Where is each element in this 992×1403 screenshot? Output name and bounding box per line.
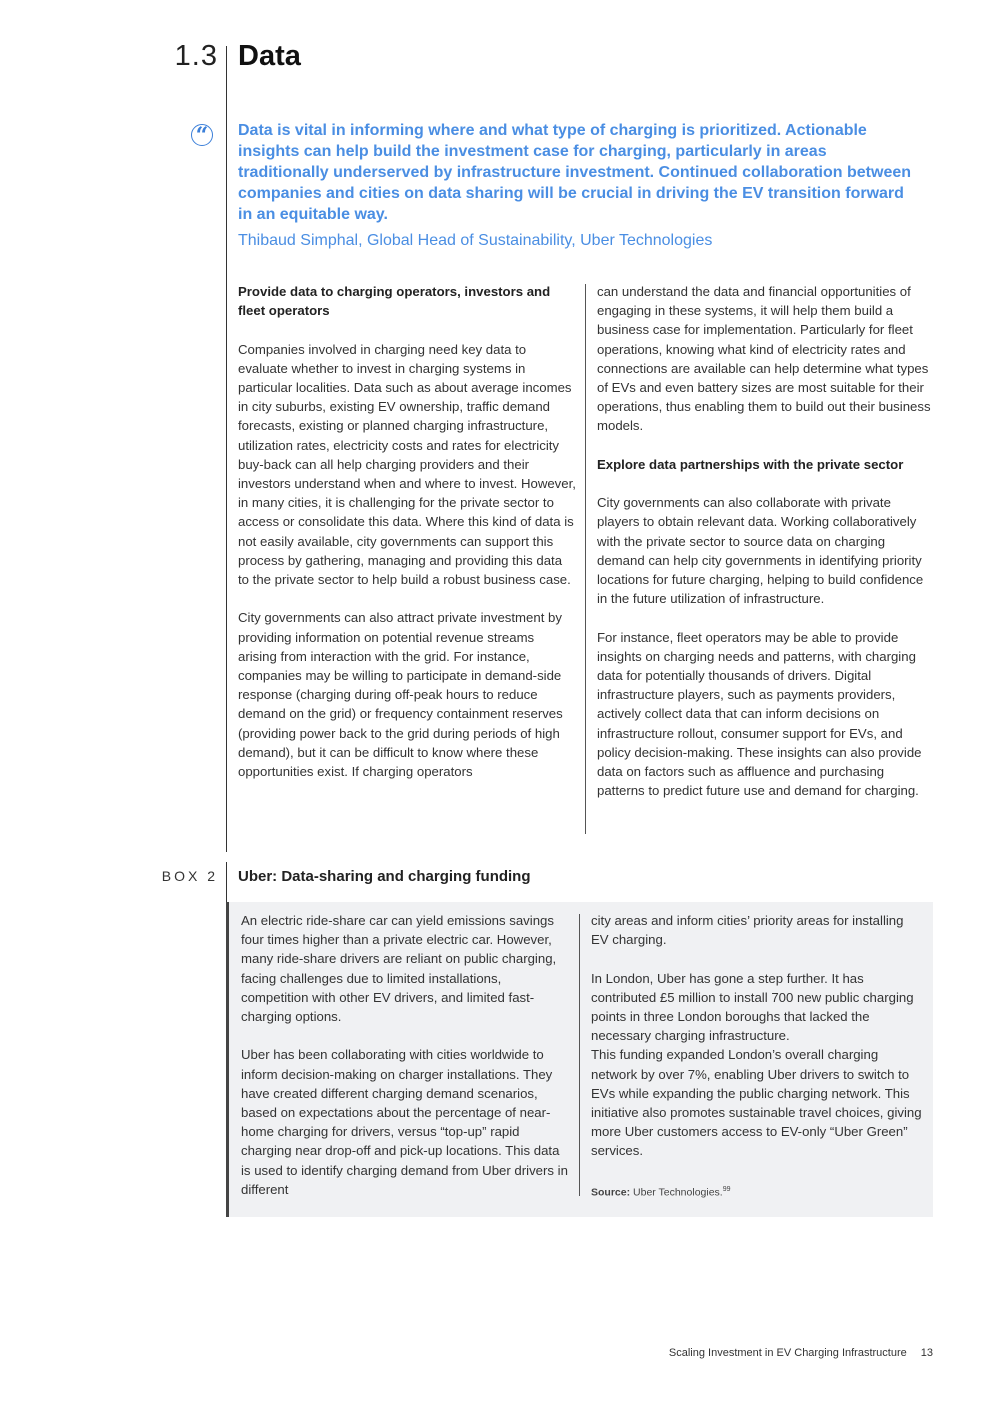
paragraph: City governments can also collaborate with private players to obtain relevant data. Working collaboratively with the private sector to source data on charging demand can help city governments in identifying priority locations for future charging, helping to build confidence in the future utilization of infrastructure.: [597, 495, 924, 607]
paragraph: can understand the data and financial opportunities of engaging in these systems, it will help them build a business case for implementation. Particularly for fleet operations, knowing what kind of electricity rates and connections are available can help determine what types of EVs and even battery sizes are most suitable for their operations, thus enabling them to build out their business models.: [597, 284, 931, 434]
section-rule: [226, 46, 227, 852]
paragraph: city areas and inform cities’ priority areas for installing EV charging.: [591, 913, 904, 948]
paragraph: Uber has been collaborating with cities worldwide to inform decision-making on charger installations. They have created different charging demand scenarios, based on expectations about the percentage of near-home charging for drivers, versus “top-up” rapid charging near drop-off and pick-up locations. This data is used to identify charging demand from Uber drivers in different: [241, 1047, 568, 1197]
box-column-left: [241, 911, 571, 1218]
column-divider: [585, 284, 586, 834]
body-column-right: [597, 282, 935, 820]
box-title: Uber: Data-sharing and charging funding: [238, 868, 531, 885]
source-text: Uber Technologies.: [633, 1186, 723, 1199]
box-column-divider: [579, 914, 580, 1196]
page-number: 13: [920, 1347, 933, 1359]
paragraph: This funding expanded London’s overall charging network by over 7%, enabling Uber drivers to switch to EVs while expanding the public charging network. This initiative also promotes sustainable travel choices, giving more Uber customers access to EV-only “Uber Green” services.: [591, 1047, 922, 1159]
box-rule: [226, 862, 227, 902]
paragraph: City governments can also attract private investment by providing information on potential revenue streams arising from interaction with the grid. For instance, companies may be willing to participate in demand-side response (charging during off-peak hours to reduce demand on the grid) or frequency containment reserves (providing power back to the grid during periods of high demand), but it can be difficult to know where these opportunities exist. If charging operators: [238, 610, 563, 780]
source-label: Source:: [591, 1186, 631, 1199]
paragraph: Companies involved in charging need key data to evaluate whether to invest in charging systems in particular localities. Data such as about average incomes in city suburbs, existing EV ownership, traffic demand forecasts, existing or planned charging infrastructure, utilization rates, electricity costs and rates for electricity buy-back can all help charging providers and their investors understand when and where to invest. However, in many cities, it is challenging for the private sector to access or consolidate this data. Where this kind of data is not easily available, city governments can support this process by gathering, managing and providing this data to the private sector to help build a robust business case.: [238, 341, 576, 588]
source-note: [591, 1180, 923, 1203]
body-column-left: [238, 282, 576, 800]
subheading: Provide data to charging operators, investors and fleet operators: [238, 284, 551, 319]
paragraph: For instance, fleet operators may be able to provide insights on charging needs and patterns, with charging data for potentially thousands of drivers. Digital infrastructure players, such as payments providers, actively collect data that can inform decisions on infrastructure rollout, consumer support for EVs, and policy decision-making. These insights can also provide data on factors such as affluence and purchasing patterns to predict future use and demand for charging.: [597, 629, 922, 799]
page-title: Data: [238, 40, 301, 72]
footer-title: Scaling Investment in EV Charging Infrastructure: [668, 1347, 907, 1359]
footnote-ref[interactable]: 99: [722, 1185, 731, 1193]
subheading: Explore data partnerships with the private sector: [597, 456, 904, 472]
section-number: 1.3: [174, 40, 218, 72]
box-label: BOX 2: [161, 868, 218, 884]
paragraph: In London, Uber has gone a step further. It has contributed £5 million to install 700 new public charging points in three London boroughs that lacked the necessary charging infrastructure.: [591, 970, 914, 1044]
box-column-right: [591, 911, 923, 1203]
paragraph: An electric ride-share car can yield emissions savings four times higher than a private electric car. However, many ride-share drivers are reliant on public charging, facing challenges due to limited installations, competition with other EV drivers, and limited fast-charging options.: [241, 913, 557, 1025]
pull-quote: Data is vital in informing where and what type of charging is prioritized. Actionable insights can help build the investment case for charging, particularly in areas traditionally underserved by infrastructure investment. Continued collaboration between companies and cities on data sharing will be crucial in driving the EV transition forward in an equitable way.: [238, 122, 912, 223]
quote-author: Thibaud Simphal, Global Head of Sustainability, Uber Technologies: [238, 232, 713, 249]
quote-icon: “: [191, 124, 213, 146]
page-footer: [560, 1347, 933, 1359]
